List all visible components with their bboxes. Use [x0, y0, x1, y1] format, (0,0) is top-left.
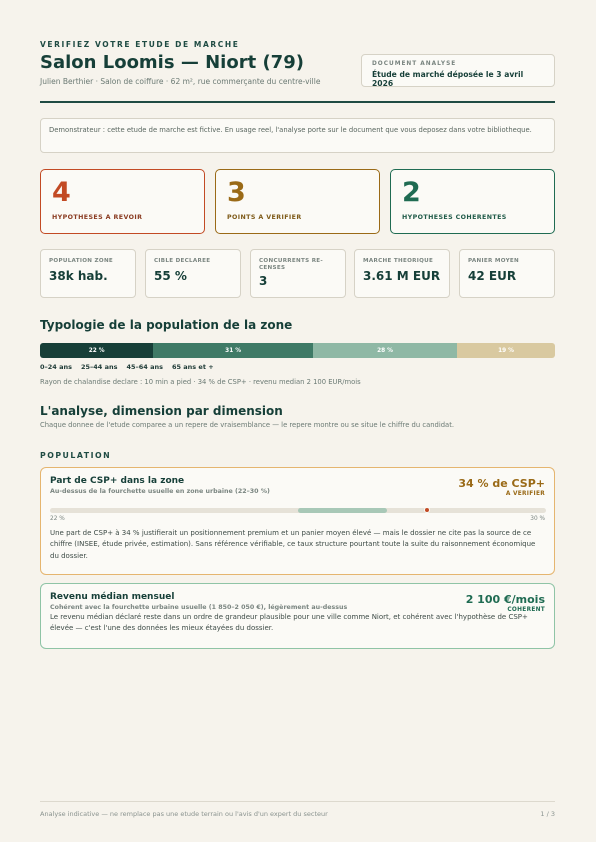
range-marker — [424, 507, 430, 513]
kpi-label: MARCHE THEORIQUE — [363, 258, 434, 264]
page-title: Salon Loomis — Niort (79) — [40, 52, 304, 73]
analysis-lead: Chaque donnee de l'etude comparee a un repere de vraisemblance — le repere montre ou se situe le chiffre du candidat. — [40, 421, 455, 429]
kpi-concurrents — [250, 249, 346, 298]
analysis-title: L'analyse, dimension par dimension — [40, 404, 283, 418]
kpi-panier — [459, 249, 555, 298]
score-label: POINTS A VERIFIER — [227, 214, 302, 221]
score-value: 3 — [227, 177, 246, 208]
typology-segment: 28 % — [313, 343, 457, 358]
range-band — [298, 508, 387, 513]
typology-legend — [40, 363, 214, 371]
header-divider — [40, 101, 555, 103]
analysis-card-revenu — [40, 583, 555, 649]
legend-item: 45–64 ans — [126, 363, 163, 371]
document-label: DOCUMENT ANALYSE — [372, 61, 457, 67]
score-card-coherentes — [390, 169, 555, 234]
score-card-verifier — [215, 169, 380, 234]
footer-text: Analyse indicative — ne remplace pas une etude terrain ou l'avis d'un expert du secteur — [40, 810, 328, 818]
score-card-revoir — [40, 169, 205, 234]
kpi-label: PANIER MOYEN — [468, 258, 520, 264]
kpi-value: 38k hab. — [49, 269, 108, 283]
kpi-cible — [145, 249, 241, 298]
range-track — [50, 508, 546, 513]
range-min: 22 % — [50, 516, 65, 522]
card-subtitle: Cohérent avec la fourchette urbaine usuelle (1 850–2 050 €), légèrement au-dessus — [50, 604, 348, 611]
kicker: VERIFIEZ VOTRE ETUDE DE MARCHE — [40, 40, 240, 49]
kpi-value: 3 — [259, 274, 268, 288]
document-box — [361, 54, 555, 87]
typology-segment: 22 % — [40, 343, 153, 358]
card-value: 34 % de CSP+ — [458, 477, 545, 490]
typology-bar — [40, 343, 555, 358]
score-label: HYPOTHESES COHERENTES — [402, 214, 507, 221]
range-max: 30 % — [530, 516, 545, 522]
document-value: Étude de marché déposée le 3 avril 2026 — [372, 70, 524, 88]
kpi-label: CONCURRENTS RE-CENSES — [259, 258, 324, 271]
section-heading: POPULATION — [40, 451, 112, 460]
analysis-card-csp — [40, 467, 555, 575]
card-text: Une part de CSP+ à 34 % justifierait un positionnement premium et un panier moyen élevé — mais le dossier ne cite pas la source de ce chiffre (INSEE, étude privée, estimation). Sans référence vérifiable, ce taux structure pourtant toute la suite du raisonnement économique du dossier. — [50, 529, 536, 560]
card-value: 2 100 €/mois — [465, 593, 545, 606]
card-status: COHERENT — [507, 607, 545, 613]
typology-segment: 19 % — [457, 343, 555, 358]
kpi-value: 55 % — [154, 269, 187, 283]
kpi-value: 3.61 M EUR — [363, 269, 441, 283]
legend-item: 65 ans et + — [171, 363, 214, 371]
score-value: 2 — [402, 177, 421, 208]
card-subtitle: Au-dessus de la fourchette usuelle en zone urbaine (22–30 %) — [50, 488, 270, 495]
kpi-label: POPULATION ZONE — [49, 258, 114, 264]
score-value: 4 — [52, 177, 71, 208]
legend-item: 0–24 ans — [40, 363, 72, 371]
footer-divider — [40, 801, 555, 802]
demo-notice: Demonstrateur : cette etude de marche est fictive. En usage reel, l'analyse porte sur le document que vous deposez dans votre bibliotheque. — [40, 118, 555, 153]
kpi-marche — [354, 249, 450, 298]
kpi-population — [40, 249, 136, 298]
card-status: A VERIFIER — [505, 491, 545, 497]
typology-title: Typologie de la population de la zone — [40, 318, 293, 332]
page-number: 1 / 3 — [540, 810, 555, 818]
kpi-value: 42 EUR — [468, 269, 517, 283]
typology-note: Rayon de chalandise declare : 10 min a pied · 34 % de CSP+ · revenu median 2 100 EUR/mois — [40, 378, 361, 386]
legend-item: 25–44 ans — [80, 363, 118, 371]
kpi-label: CIBLE DECLAREE — [154, 258, 211, 264]
card-title: Part de CSP+ dans la zone — [50, 476, 185, 486]
score-label: HYPOTHESES A REVOIR — [52, 214, 143, 221]
card-text: Le revenu médian déclaré reste dans un ordre de grandeur plausible pour une ville comme Niort, et cohérent avec l'hypothèse de CSP+ élevée — c'est l'une des données les mieux étayées du dossier. — [50, 613, 528, 633]
typology-segment: 31 % — [153, 343, 313, 358]
card-title: Revenu médian mensuel — [50, 592, 175, 602]
page-subtitle: Julien Berthier · Salon de coiffure · 62 m², rue commerçante du centre-ville — [40, 77, 321, 86]
